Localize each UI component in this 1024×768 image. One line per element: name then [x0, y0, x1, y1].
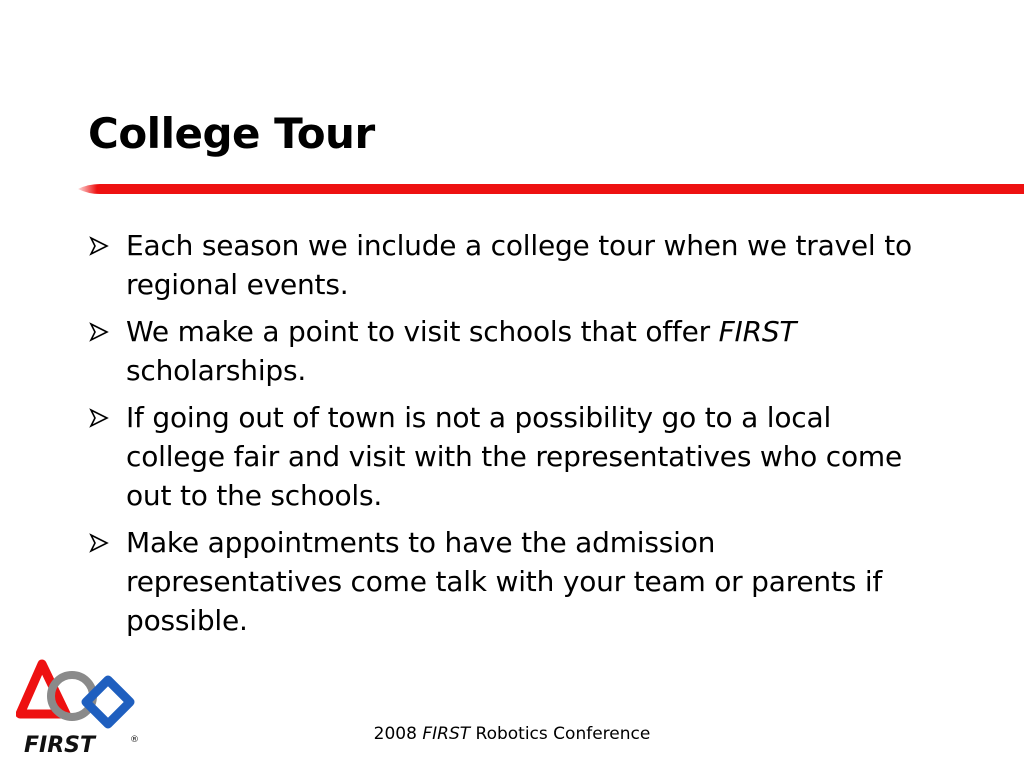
- bullet-text: Make appointments to have the admission representatives come talk with your team or parents if possible.: [126, 526, 883, 637]
- bullet-item: [88, 226, 918, 304]
- arrow-bullet-icon: [88, 407, 110, 429]
- arrow-bullet-icon: [88, 321, 110, 343]
- logo-registered-mark: ®: [130, 735, 139, 745]
- footer-year: 2008: [373, 724, 417, 744]
- bullet-item: [88, 398, 918, 515]
- first-emphasis: FIRST: [718, 315, 797, 348]
- logo-wordmark: FIRST: [24, 733, 96, 758]
- footer: [0, 722, 1024, 746]
- bullet-list: [88, 226, 918, 648]
- slide-title: College Tour: [88, 109, 375, 158]
- footer-first: FIRST: [422, 724, 471, 744]
- footer-conference: Robotics Conference: [475, 724, 651, 744]
- bullet-item: [88, 312, 918, 390]
- arrow-bullet-icon: [88, 235, 110, 257]
- bullet-item: [88, 523, 918, 640]
- bullet-text: If going out of town is not a possibility go to a local college fair and visit with the representatives who come out to the schools.: [126, 401, 903, 512]
- arrow-bullet-icon: [88, 532, 110, 554]
- bullet-text: Each season we include a college tour when we travel to regional events.: [126, 229, 912, 301]
- title-divider: [78, 182, 1024, 196]
- bullet-text: We make a point to visit schools that offer: [126, 315, 719, 348]
- bullet-text: scholarships.: [126, 354, 307, 387]
